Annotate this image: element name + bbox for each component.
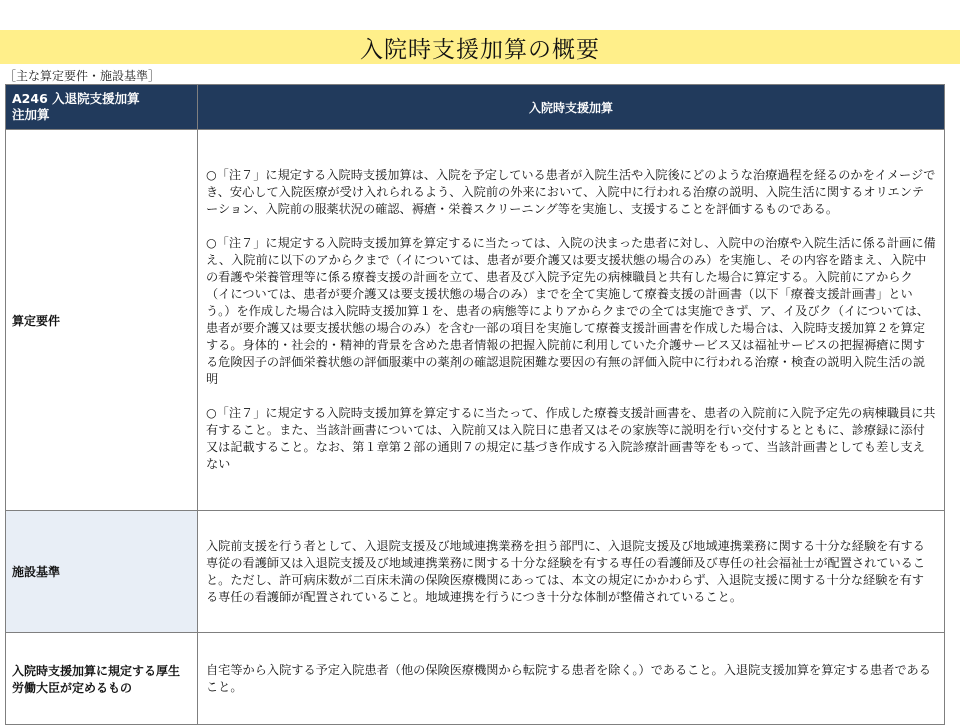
row-label: 入院時支援加算に規定する厚生労働大臣が定めるもの	[12, 663, 181, 695]
table-header-row	[6, 85, 945, 130]
row-label-cell	[6, 511, 198, 633]
title-bar	[0, 30, 960, 64]
facility-paragraph: 入院前支援を行う者として、入退院支援及び地域連携業務を担う部門に、入退院支援及び地域連携業務に関する十分な経験を有する専従の看護師又は入退院支援及び地域連携業務に関する十分な経験を有する専任の看護師及び専任の社会福祉士が配置されていること。ただし、許可病床数が二百床未満の保険医療機関にあっては、本文の規定にかかわらず、入退院支援に関する十分な経験を有する専任の看護師が配置されていること。地域連携を行うにつき十分な体制が整備されていること。	[206, 538, 926, 604]
row-label-cell	[6, 633, 198, 725]
page-title: 入院時支援加算の概要	[360, 36, 600, 63]
row-label-cell	[6, 130, 198, 511]
requirements-table	[5, 84, 945, 725]
row-content-cell	[198, 633, 945, 725]
definition-paragraph: 自宅等から入院する予定入院患者（他の保険医療機関から転院する患者を除く。）であること。入退院支援加算を算定する患者であること。	[206, 662, 931, 694]
table-row-requirements	[6, 130, 945, 511]
row-label: 算定要件	[12, 313, 61, 328]
row-content-cell	[198, 130, 945, 511]
requirement-paragraph: ○「注７」に規定する入院時支援加算を算定するに当たっては、入院の決まった患者に対し、入院中の治療や入院生活に係る計画に備え、入院前に以下のアからクまで（イについては、患者が要介護又は要支援状態の場合のみ）を実施し、その内容を踏まえ、入院中の看護や栄養管理等に係る療養支援の計画を立て、患者及び入院予定先の病棟職員と共有した場合に算定する。入院前にアからク（イについては、患者が要介護又は要支援状態の場合のみ）までを全て実施して療養支援の計画書（以下「療養支援計画書」という。）を作成した場合は入院時支援加算１を、患者の病態等によりアからクまでの全ては実施できず、ア、イ及びク（イについては、患者が要介護又は要支援状態の場合のみ）を含む一部の項目を実施して療養支援計画書を作成した場合は、入院時支援加算２を算定する。身体的・社会的・精神的背景を含めた患者情報の把握入院前に利用していた介護サービス又は福祉サービスの把握褥瘡に関する危険因子の評価栄養状態の評価服薬中の薬剤の確認退院困難な要因の有無の評価入院中に行われる治療・検査の説明入院生活の説明	[206, 236, 936, 386]
header-left-text: A246 入退院支援加算 注加算	[12, 91, 140, 122]
header-right-cell	[198, 85, 945, 130]
requirement-paragraph: ○「注７」に規定する入院時支援加算を算定するに当たって、作成した療養支援計画書を、患者の入院前に入院予定先の病棟職員に共有すること。また、当該計画書については、入院前又は入院日に患者又はその家族等に説明を行い交付するとともに、診療録に添付又は記載すること。なお、第１章第２部の通則７の規定に基づき作成する入院診療計画書等をもって、当該計画書としても差し支えない	[206, 406, 936, 471]
table-row-minister-definition	[6, 633, 945, 725]
header-left-cell	[6, 85, 198, 130]
table-row-facility-standards	[6, 511, 945, 633]
subheading: ［主な算定要件・施設基準］	[4, 69, 161, 83]
header-right-text: 入院時支援加算	[528, 100, 613, 115]
row-content-cell	[198, 511, 945, 633]
requirement-paragraph: ○「注７」に規定する入院時支援加算は、入院を予定している患者が入院生活や入院後にどのような治療過程を経るのかをイメージでき、安心して入院医療が受け入れられるよう、入院前の外来において、入院中に行われる治療の説明、入院生活に関するオリエンテーション、入院前の服薬状況の確認、褥瘡・栄養スクリーニング等を実施し、支援することを評価するものである。	[206, 168, 936, 216]
row-label: 施設基準	[12, 565, 61, 579]
